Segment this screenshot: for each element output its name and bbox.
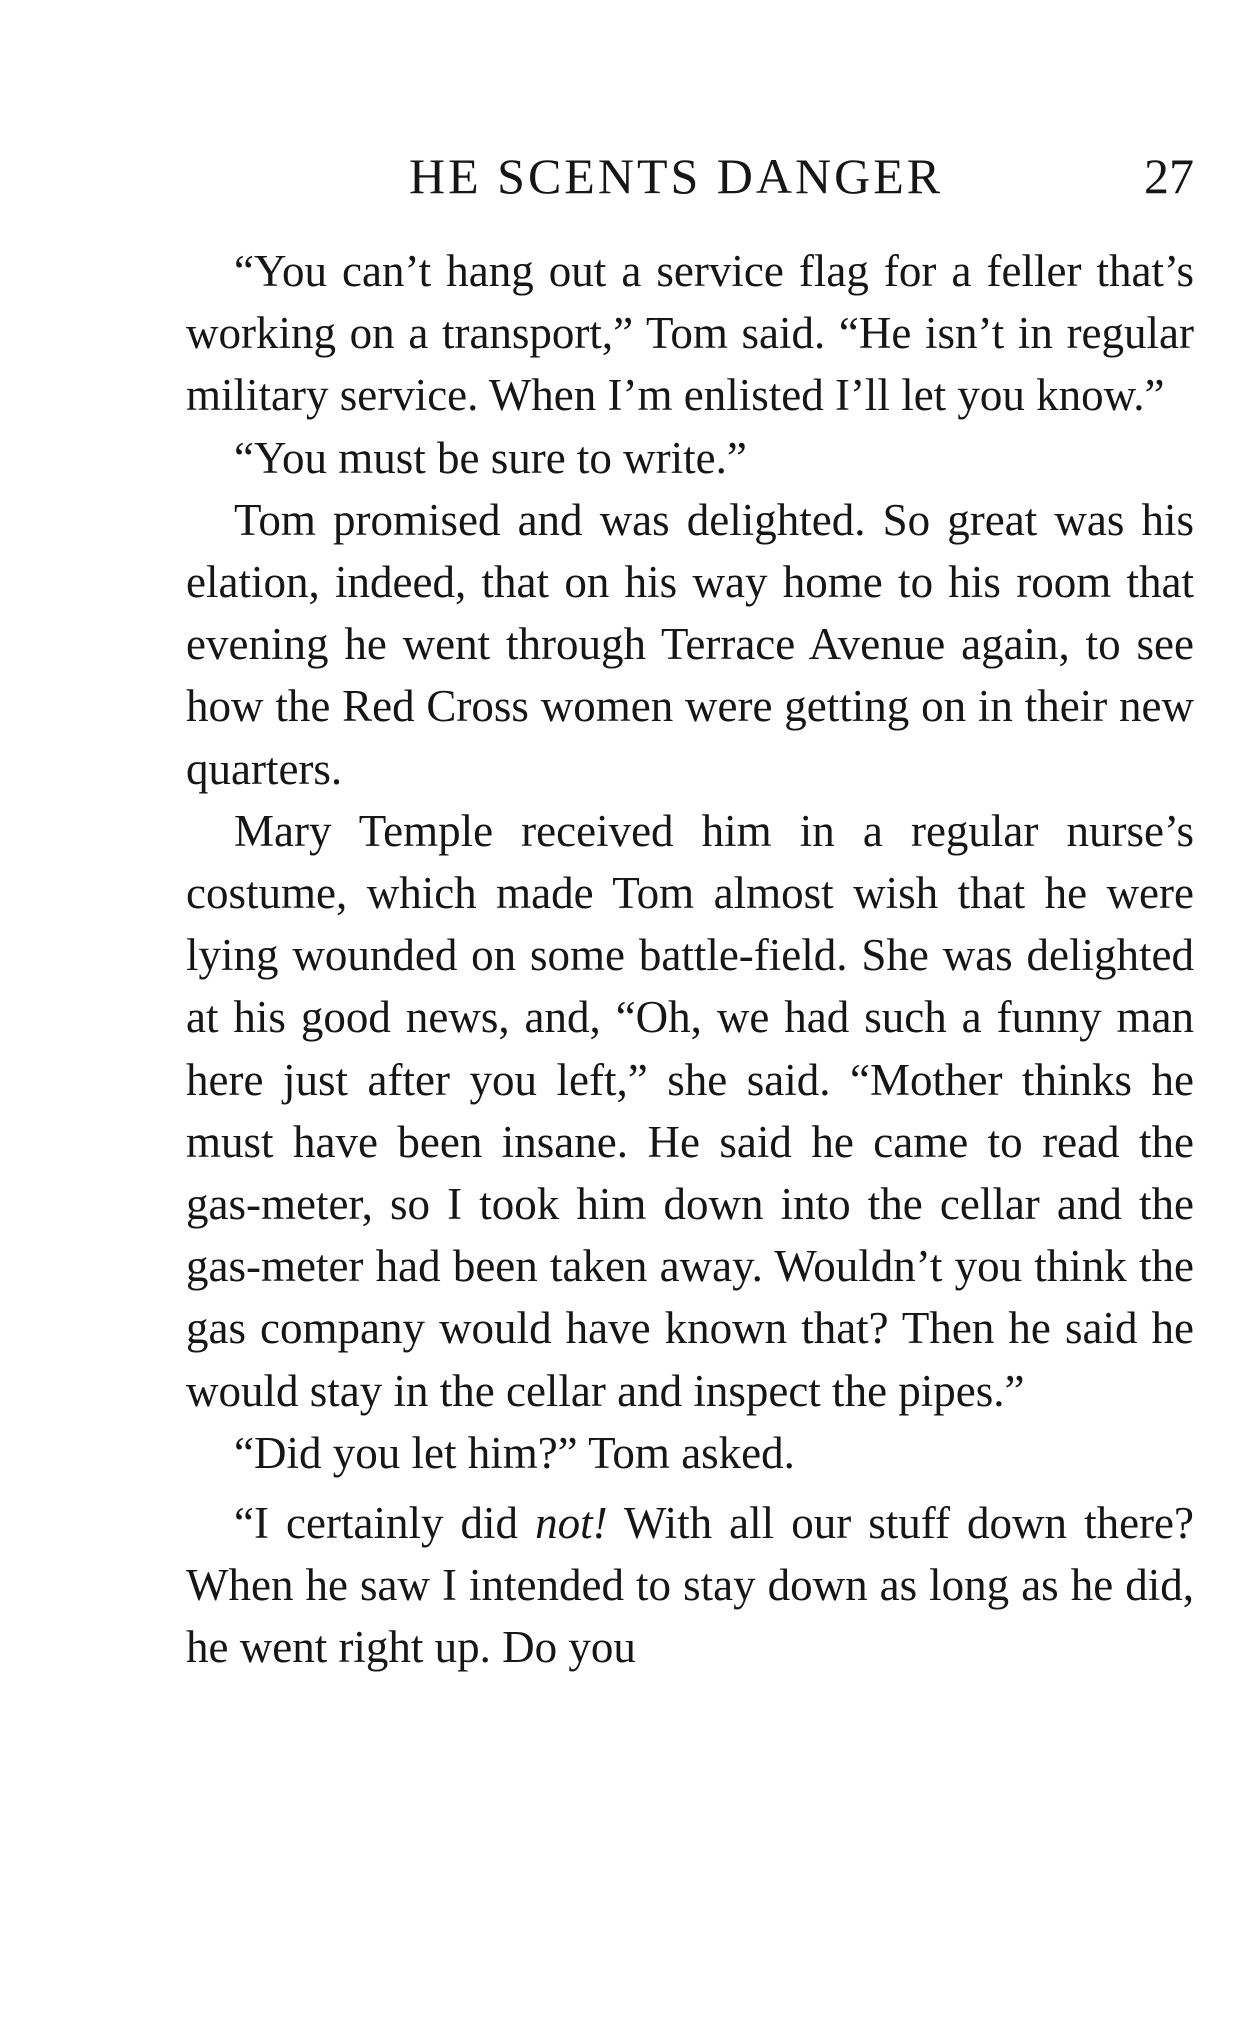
running-head: HE SCENTS DANGER [409,148,944,204]
paragraph: “You must be sure to write.” [234,432,747,483]
emphasized-word: not! [535,1498,608,1549]
body-text [186,240,1194,1679]
paragraph: Tom promised and was delighted. So great was his elation, indeed, that on his way home to his room that evening he went through Terrace Avenue again, to see how the Red Cross women were getting on in their new quarters. [186,494,1194,794]
paragraph: “You can’t hang out a service flag for a feller that’s working on a transport,” Tom said. “He isn’t in regular military service. When I’m enlisted I’ll let you know.” [186,246,1194,421]
paragraph-text: With all our stuff down there? When he saw I intended to stay down as long as he did, he went right up. Do you [186,1498,1195,1673]
paragraph: Mary Temple received him in a regular nurse’s costume, which made Tom almost wish that he were lying wounded on some battle-field. She was delighted at his good news, and, “Oh, we had such a funny man here just after you left,” she said. “Mother thinks he must have been insane. He said he came to read the gas-meter, so I took him down into the cellar and the gas-meter had been taken away. Wouldn’t you think the gas company would have known that? Then he said he would stay in the cellar and inspect the pipes.” [186,805,1194,1416]
page-header [186,148,1194,204]
paragraph: “Did you let him?” Tom asked. [234,1427,795,1478]
paragraph-text: “I certainly did [234,1498,536,1549]
page-number: 27 [1144,148,1194,204]
paragraph [186,1492,1194,1679]
